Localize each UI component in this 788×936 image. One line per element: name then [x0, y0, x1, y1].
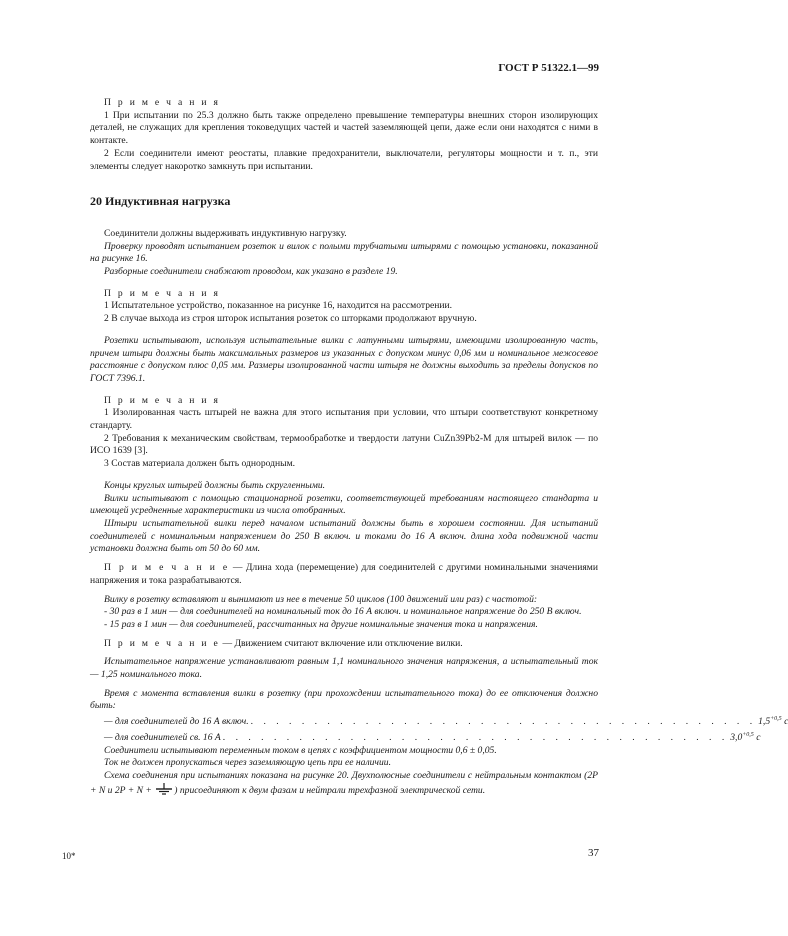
time-label: — для соединителей до 16 А включ.	[104, 716, 249, 728]
time-row	[90, 729, 761, 745]
paragraph: Вилку в розетку вставляют и вынимают из нее в течение 50 циклов (100 движений или раз) с частотой:	[104, 593, 538, 605]
paragraph: Штыри испытательной вилки перед началом испытаний должны быть в хорошем состоянии. Для испытаний соединителей с номинальным напряжением до 250 В включ. и токами до 16 А включ. длина хода подвижной части установки должна быть от 50 до 60 мм.	[90, 517, 598, 555]
note-label: П р и м е ч а н и е	[104, 562, 230, 574]
time-row	[90, 713, 788, 729]
note-text: — Движением считают включение или отключение вилки.	[220, 637, 463, 649]
note-item: 2 Требования к механическим свойствам, термообработке и твердости латуни CuZn39Pb2-M для штырей вилок — по ИСО 1639 [3].	[90, 432, 598, 457]
paragraph: Разборные соединители снабжают проводом, как указано в разделе 19.	[104, 266, 398, 278]
section-heading: 20 Индуктивная нагрузка	[90, 194, 231, 209]
time-value: $1,5^{+0,5}$ с	[758, 716, 788, 728]
paragraph: Соединители должны выдерживать индуктивную нагрузку.	[104, 227, 347, 239]
note-inline	[90, 638, 598, 651]
note-item: 3 Состав материала должен быть однородным.	[104, 458, 296, 470]
paragraph: Проверку проводят испытанием розеток и вилок с полыми трубчатыми штырями с помощью установки, показанной на рисунке 16.	[90, 240, 598, 265]
paragraph: Испытательное напряжение устанавливают равным 1,1 номинального значения напряжения, а испытательный ток — 1,25 номинального тока.	[90, 656, 598, 681]
paragraph: Время с момента вставления вилки в розетку (при прохождении испытательного тока) до ее отключения должно быть:	[90, 687, 598, 712]
notes-title: П р и м е ч а н и я	[104, 97, 221, 108]
note-text: — Длина хода (перемещение) для соединителей с другими номинальными значениями напряжения и тока разрабатываются.	[90, 562, 598, 586]
note-item: 1 Испытательное устройство, показанное на рисунке 16, находится на рассмотрении.	[104, 300, 453, 312]
page-content	[90, 97, 788, 797]
note-item: 1 Изолированная часть штырей не важна для этого испытания при условии, что штыри соответствуют конкретному стандарту.	[90, 407, 598, 432]
paragraph: Соединители испытывают переменным током в цепях с коэффициентом мощности 0,6 ± 0,05.	[104, 744, 497, 756]
ground-icon	[154, 783, 174, 795]
leader-dots: . . . . . . . . . . . . . . . . . . . . . . . . . . . . . . . . . . . . . . . .	[250, 716, 757, 728]
time-value: $3,0^{+0,5}$ с	[730, 731, 761, 743]
document-code: ГОСТ Р 51322.1—99	[498, 62, 599, 74]
paragraph: Ток не должен пропускаться через заземляющую цепь при ее наличии.	[104, 757, 391, 769]
notes-title: П р и м е ч а н и я	[104, 394, 221, 406]
time-label: — для соединителей св. 16 А	[104, 731, 221, 743]
page-number: 37	[588, 847, 599, 859]
paragraph: - 15 раз в 1 мин — для соединителей, рассчитанных на другие номинальные значения тока и напряжения.	[104, 618, 538, 630]
paragraph: - 30 раз в 1 мин — для соединителей на номинальный ток до 16 А включ. и номинальное напряжение до 250 В включ.	[104, 606, 582, 618]
paragraph: Схема соединения при испытаниях показана на рисунке 20. Двухполюсные соединители с нейтральным контактом (2P + N и 2P + N + ) присоединяют к двум фазам и нейтрали трехфазной электрической сети.	[90, 769, 598, 796]
note-item: 1 При испытании по 25.3 должно быть также определено превышение температуры внешних сторон изолирующих деталей, не служащих для крепления токоведущих частей и частей заземляющей цепи, даже если они находятся с ними в контакте.	[90, 109, 598, 147]
note-item: 2 Если соединители имеют реостаты, плавкие предохранители, выключатели, регуляторы мощности и т. п., эти элементы следует накоротко замкнуть при испытании.	[90, 147, 598, 172]
paragraph: Вилки испытывают с помощью стационарной розетки, соответствующей требованиям настоящего стандарта и имеющей усредненные характеристики из числа отобранных.	[90, 492, 598, 517]
note-label: П р и м е ч а н и е	[104, 637, 221, 649]
leader-dots: . . . . . . . . . . . . . . . . . . . . . . . . . . . . . . . . . . . . . . . .	[222, 731, 729, 743]
note-item: 2 В случае выхода из строя шторок испытания розеток со шторками продолжают вручную.	[104, 313, 477, 325]
note-inline	[90, 562, 598, 587]
notes-title: П р и м е ч а н и я	[104, 287, 221, 299]
paragraph: Розетки испытывают, используя испытательные вилки с латунными штырями, имеющими изолированную часть, причем штыри должны быть максимальных размеров из указанных с допуском минус 0,06 мм и номинальное межосевое расстояние с допуском плюс 0,05 мм. Размеры изолированной части штыря не должны выходить за пределы допусков по ГОСТ 7396.1.	[90, 334, 598, 384]
paragraph: Концы круглых штырей должны быть скругленными.	[104, 479, 326, 491]
footer-mark: 10*	[62, 851, 76, 861]
